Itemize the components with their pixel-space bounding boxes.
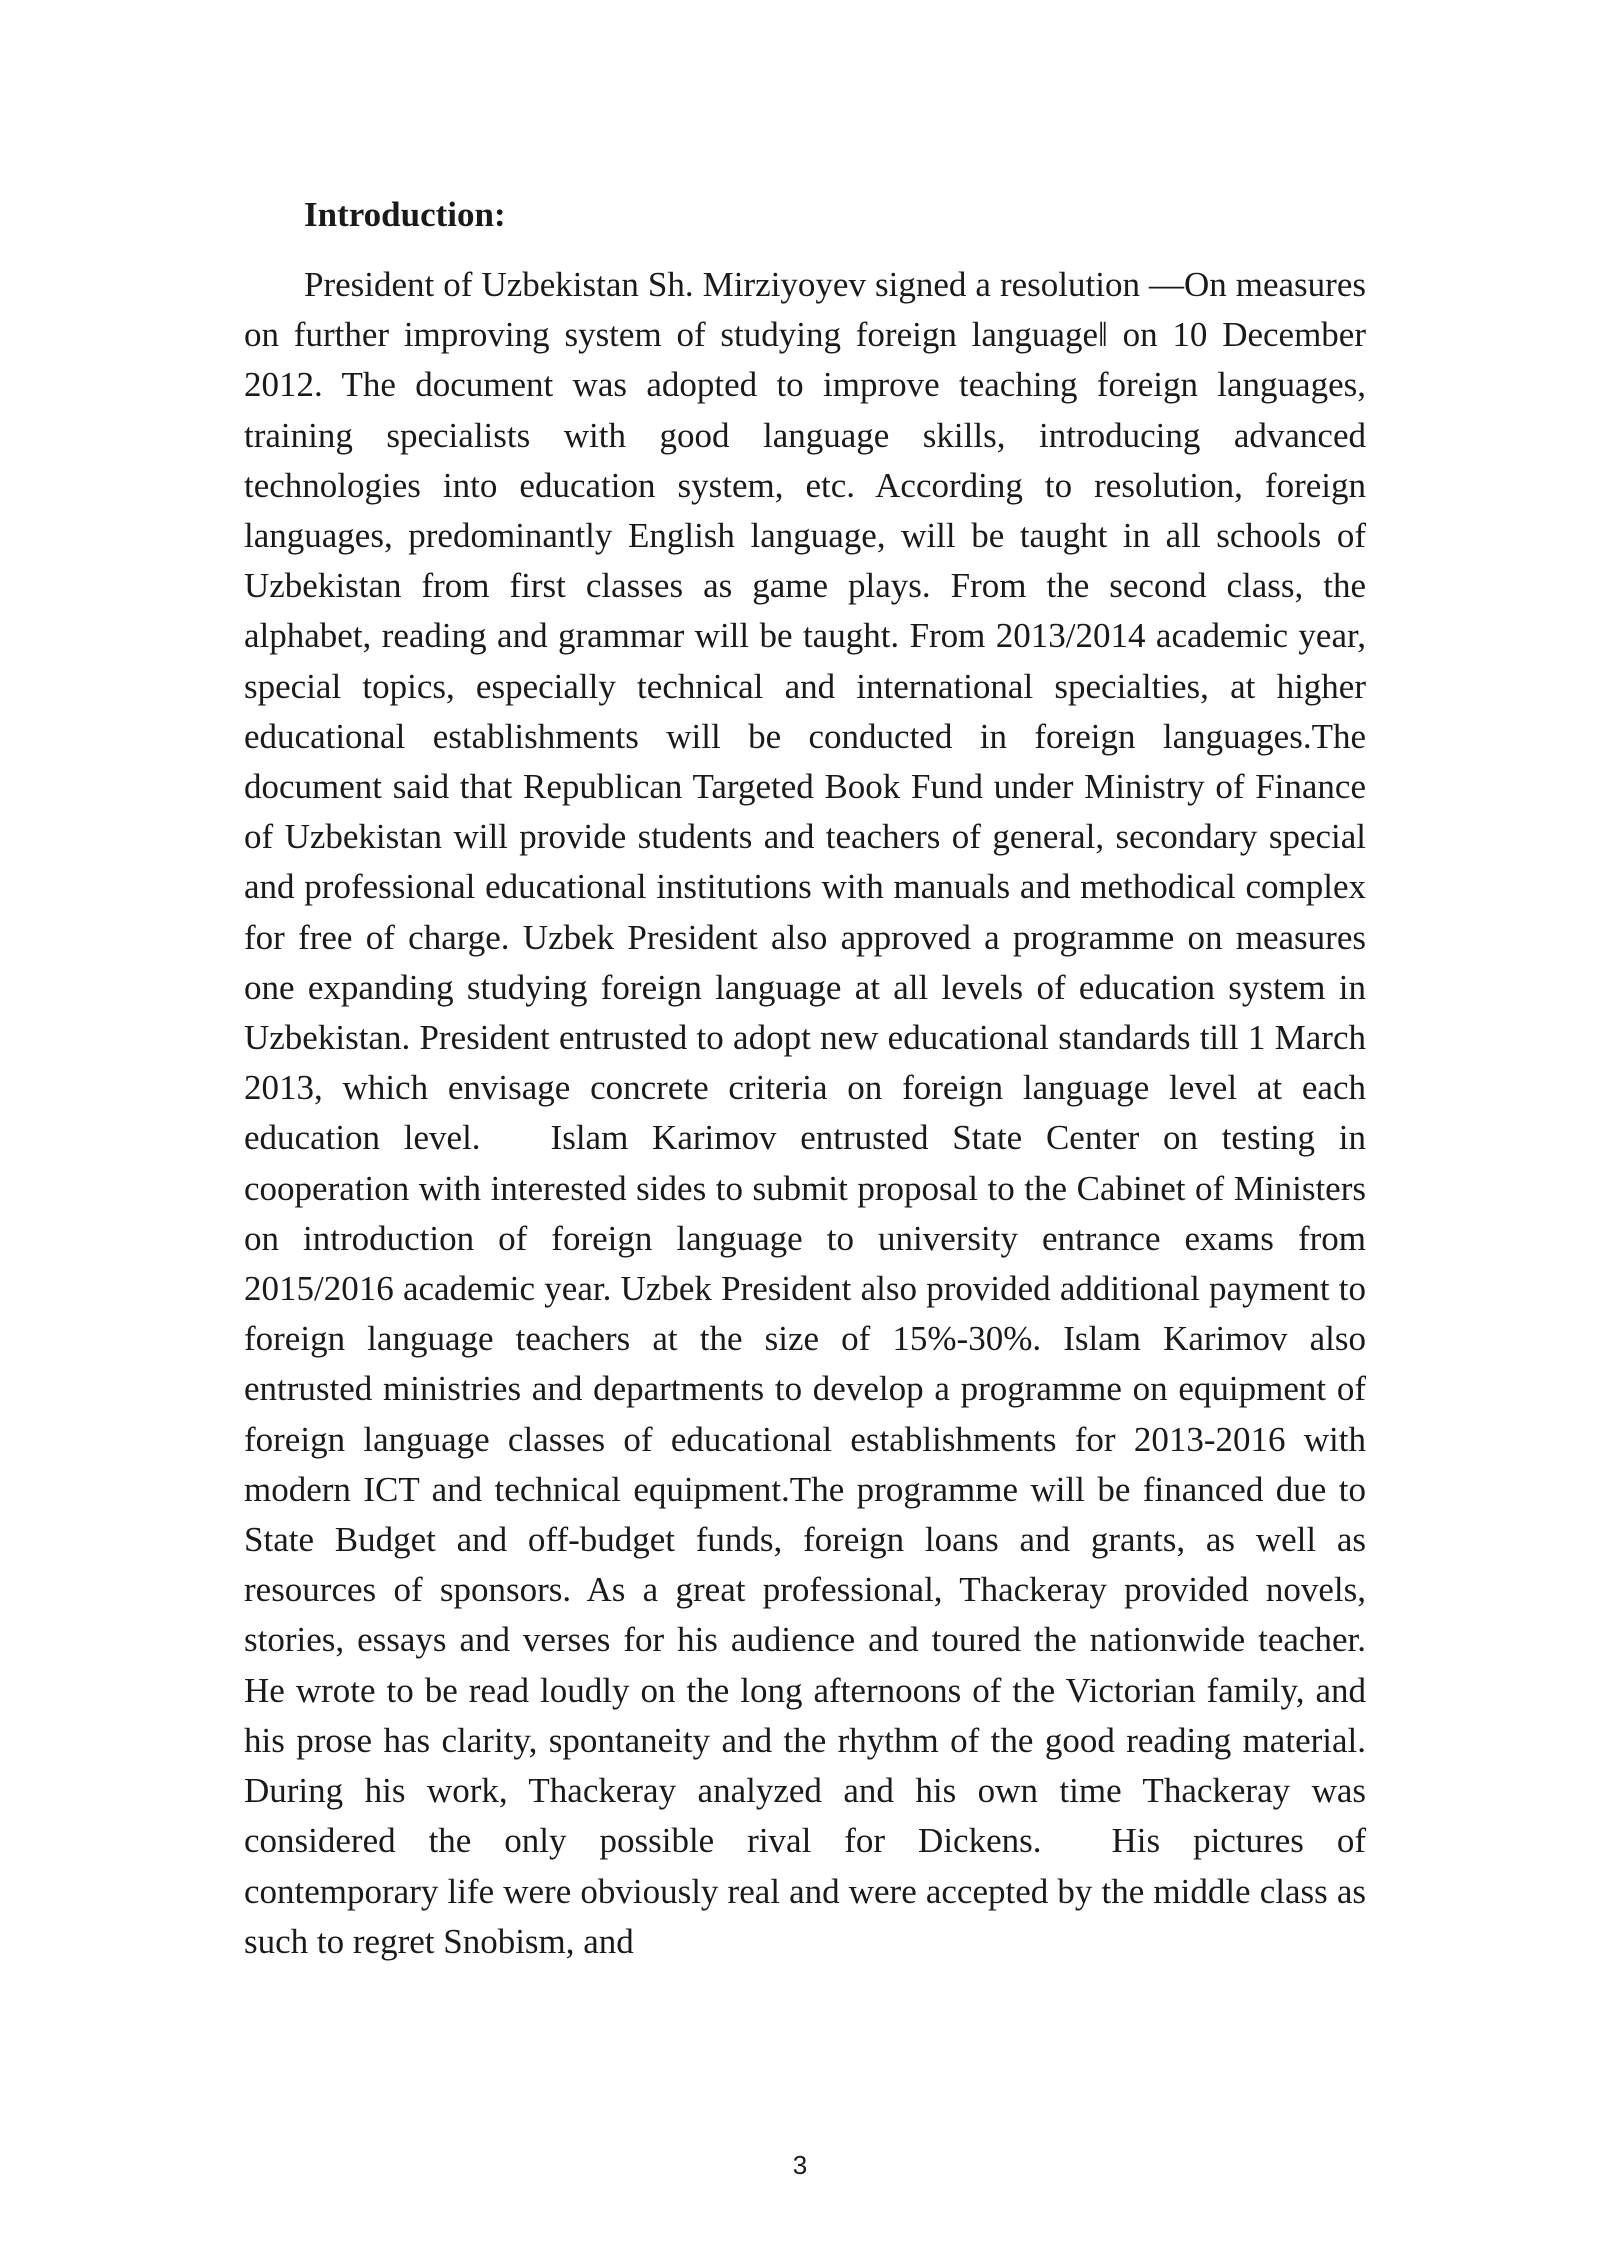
- body-paragraph: President of Uzbekistan Sh. Mirziyoyev signed a resolution —On measures on further improving system of studying foreign language‖ on 10 December 2012. The document was adopted to improve teaching foreign languages, training specialists with good language skills, introducing advanced technologies into education system, etc. According to resolution, foreign languages, predominantly English language, will be taught in all schools of Uzbekistan from first classes as game plays. From the second class, the alphabet, reading and grammar will be taught. From 2013/2014 academic year, special topics, especially technical and international specialties, at higher educational establishments will be conducted in foreign languages.The document said that Republican Targeted Book Fund under Ministry of Finance of Uzbekistan will provide students and teachers of general, secondary special and professional educational institutions with manuals and methodical complex for free of charge. Uzbek President also approved a programme on measures one expanding studying foreign language at all levels of education system in Uzbekistan. President entrusted to adopt new educational standards till 1 March 2013, which envisage concrete criteria on foreign language level at each education level. Islam Karimov entrusted State Center on testing in cooperation with interested sides to submit proposal to the Cabinet of Ministers on introduction of foreign language to university entrance exams from 2015/2016 academic year. Uzbek President also provided additional payment to foreign language teachers at the size of 15%-30%. Islam Karimov also entrusted ministries and departments to develop a programme on equipment of foreign language classes of educational establishments for 2013-2016 with modern ICT and technical equipment.The programme will be financed due to State Budget and off-budget funds, foreign loans and grants, as well as resources of sponsors. As a great professional, Thackeray provided novels, stories, essays and verses for his audience and toured the nationwide teacher. He wrote to be read loudly on the long afternoons of the Victorian family, and his prose has clarity, spontaneity and the rhythm of the good reading material. During his work, Thackeray analyzed and his own time Thackeray was considered the only possible rival for Dickens. His pictures of contemporary life were obviously real and were accepted by the middle class as such to regret Snobism, and: [244, 265, 1366, 1961]
- section-heading: Introduction:: [304, 195, 506, 234]
- page-number: 3: [792, 2150, 808, 2180]
- document-page: [244, 190, 1366, 1967]
